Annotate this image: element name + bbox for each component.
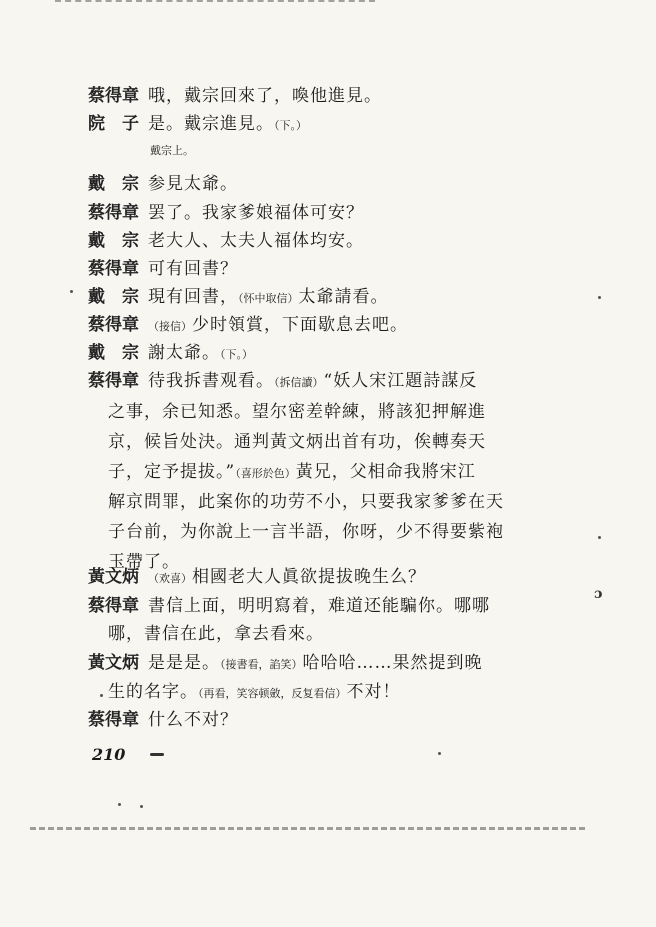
speaker: 戴 宗	[88, 231, 139, 251]
speaker: 蔡得章	[88, 596, 139, 616]
speech: 不对！	[346, 682, 401, 702]
dialogue-line	[88, 110, 307, 138]
speaker: 黃文炳	[88, 567, 139, 587]
speaker: 蔡得章	[88, 203, 139, 223]
speech: 現有回書，	[148, 287, 238, 307]
speech: 少时領賞，下面歇息去吧。	[192, 315, 408, 335]
stage-direction: 戴宗上。	[150, 144, 194, 157]
speech: 生的名字。	[108, 682, 198, 702]
speaker: 戴 宗	[88, 343, 139, 363]
speaker: 蔡得章	[88, 259, 139, 279]
speech: 可有回書？	[148, 259, 238, 279]
stage-note: （欢喜）	[148, 572, 192, 585]
continuation-line: 玉帶了。	[108, 552, 180, 572]
speech: 什么不对？	[148, 710, 238, 730]
dialogue-line	[88, 255, 238, 283]
dialogue-line	[88, 199, 364, 227]
stage-note: （怀中取信）	[238, 292, 299, 305]
continuation-line: 京，候旨处決。通判黃文炳出首有功，俟轉奏天	[108, 432, 486, 452]
continuation-line	[108, 457, 476, 487]
page-number: 210	[92, 745, 126, 764]
speaker: 蔡得章	[88, 86, 139, 106]
ink-dash	[150, 753, 164, 756]
scan-edge-top	[55, 0, 375, 6]
speech: 哈哈哈……果然提到晚	[302, 653, 483, 673]
dialogue-line	[88, 82, 382, 110]
continuation-line: 子台前，为你說上一言半語，你呀，少不得要紫袍	[108, 522, 504, 542]
speech: 黃兄，父相命我將宋江	[295, 462, 476, 482]
speaker: 蔡得章	[88, 371, 139, 391]
dialogue-line	[88, 563, 426, 591]
dialogue-line	[88, 339, 253, 367]
scan-edge-bottom	[30, 827, 585, 833]
speech: 子，定予提拔。”	[108, 462, 236, 482]
speech: 哦，戴宗回來了，喚他進見。	[148, 86, 382, 106]
speaker: 黃文炳	[88, 653, 139, 673]
stage-note: （再看，笑容顿斂，反复看信）	[198, 687, 347, 700]
dialogue-line	[88, 283, 389, 311]
speech: 是。戴宗進見。	[148, 114, 274, 134]
stage-note: （下。）	[274, 119, 307, 132]
stage-note: （下。）	[220, 348, 253, 361]
stage-note: （拆信讀）	[274, 376, 324, 389]
stage-note: （接書看，諂笑）	[220, 658, 303, 671]
scan-speck	[70, 290, 73, 293]
scan-speck	[598, 296, 601, 299]
stage-note: （喜形於色）	[235, 467, 296, 480]
speech: 是是是。	[148, 653, 220, 673]
dialogue-line	[88, 649, 483, 677]
dialogue-line	[88, 311, 408, 339]
speech: 太爺請看。	[298, 287, 389, 307]
scan-speck: ɔ	[594, 586, 603, 602]
speech: 罢了。我家爹娘福体可安？	[148, 203, 364, 223]
scan-speck	[598, 536, 601, 539]
continuation-line: 之事，余已知悉。望尔密差幹練，將該犯押解進	[108, 402, 486, 422]
scan-speck	[140, 805, 143, 808]
speech: 参見太爺。	[148, 174, 238, 194]
speaker: 戴 宗	[88, 174, 139, 194]
speech: 相國老大人眞欲提拔晚生么？	[192, 567, 426, 587]
speaker: 院 子	[88, 114, 139, 134]
speech: “妖人宋江題詩謀反	[323, 371, 478, 391]
speech: 謝太爺。	[148, 343, 220, 363]
continuation-line: 哪，書信在此，拿去看來。	[108, 624, 324, 644]
scan-speck	[118, 803, 121, 806]
speaker: 蔡得章	[88, 710, 139, 730]
dialogue-line	[88, 227, 364, 255]
speech: 書信上面，明明寫着，难道还能騙你。哪哪	[148, 596, 490, 616]
scan-speck	[438, 752, 441, 755]
speech: 待我拆書观看。	[148, 371, 274, 391]
dialogue-line	[88, 170, 238, 198]
continuation-line	[108, 677, 401, 707]
speech: 老大人、太夫人福体均安。	[148, 231, 364, 251]
stage-note: （接信）	[148, 320, 192, 333]
dialogue-line	[88, 592, 490, 620]
speaker: 戴 宗	[88, 287, 139, 307]
scan-speck	[100, 694, 103, 697]
dialogue-line	[88, 706, 238, 734]
dialogue-line	[88, 367, 477, 395]
continuation-line: 解京問罪，此案你的功劳不小，只要我家爹爹在天	[108, 492, 504, 512]
speaker: 蔡得章	[88, 315, 139, 335]
